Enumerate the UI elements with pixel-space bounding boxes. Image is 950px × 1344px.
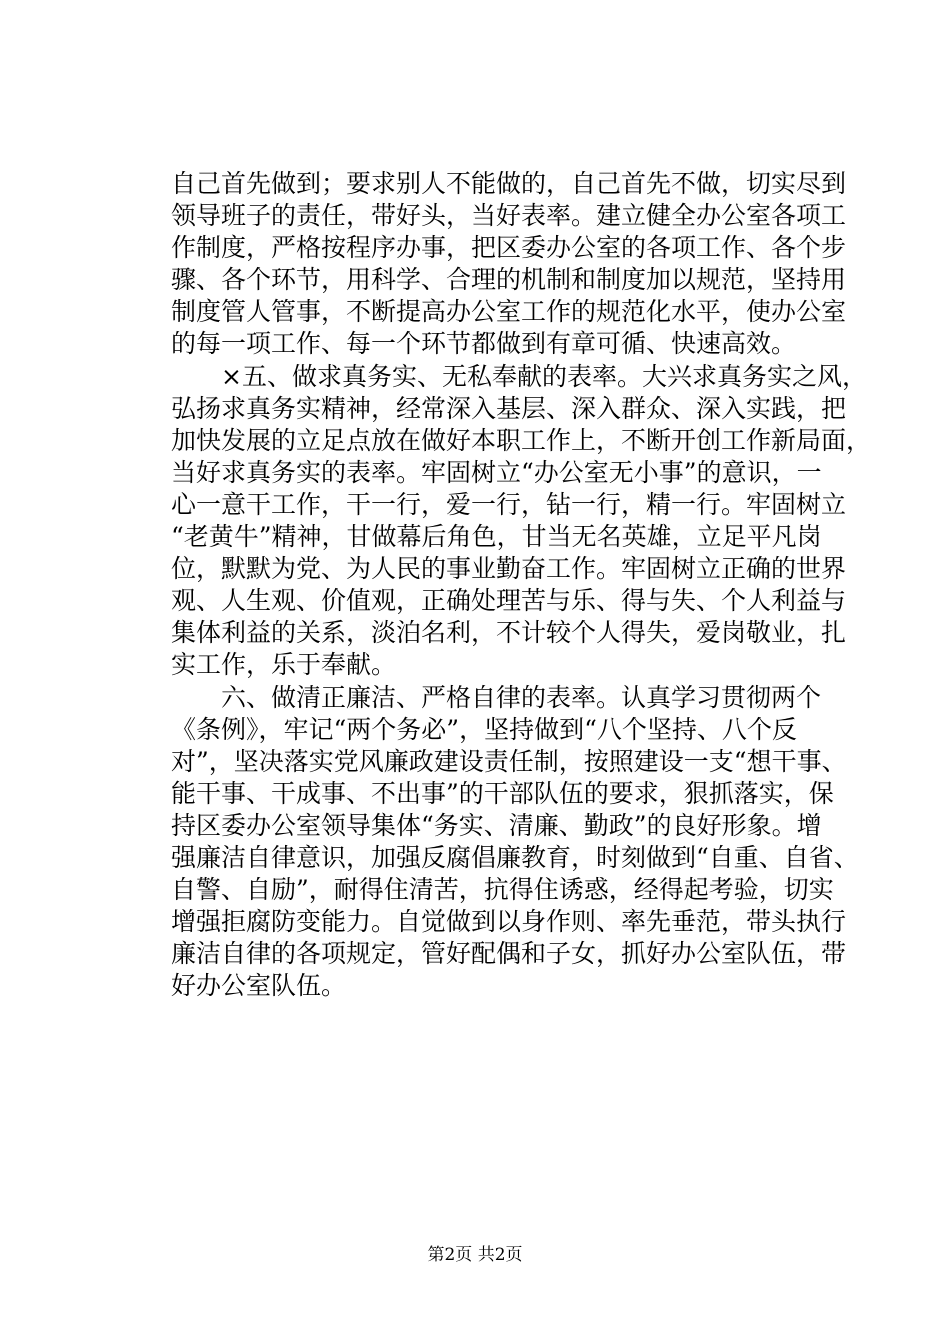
body-text [171, 168, 872, 1002]
text-line: ×五、做求真务实、无私奉献的表率。大兴求真务实之风， [171, 361, 867, 391]
text-line: 对”，坚决落实党风廉政建设责任制，按照建设一支“想干事、 [171, 746, 847, 776]
text-line: 作制度，严格按程序办事，把区委办公室的各项工作、各个步 [171, 233, 847, 263]
text-line: 自己首先做到；要求别人不能做的，自己首先不做，切实尽到 [171, 169, 847, 198]
text-line: 持区委办公室领导集体“务实、清廉、勤政”的良好形象。增 [171, 810, 822, 840]
text-line: 当好求真务实的表率。牢固树立“办公室无小事”的意识，一 [171, 457, 822, 487]
text-line: 心一意干工作，干一行，爱一行，钻一行，精一行。牢固树立 [171, 489, 847, 519]
text-line: 观、人生观、价值观，正确处理苦与乐、得与失、个人利益与 [171, 586, 847, 616]
text-line: 好办公室队伍。 [171, 971, 347, 1001]
text-line: 集体利益的关系，淡泊名利，不计较个人得失，爱岗敬业，扎 [171, 618, 847, 648]
text-line: 增强拒腐防变能力。自觉做到以身作则、率先垂范，带头执行 [171, 907, 847, 937]
text-line: “老黄牛”精神，甘做幕后角色，甘当无名英雄，立足平凡岗 [171, 522, 822, 552]
text-line: 弘扬求真务实精神，经常深入基层、深入群众、深入实践，把 [171, 393, 847, 423]
text-line: 自警、自励”，耐得住清苦，抗得住诱惑，经得起考验，切实 [171, 875, 834, 905]
text-line: 实工作，乐于奉献。 [171, 650, 397, 680]
text-line: 加快发展的立足点放在做好本职工作上，不断开创工作新局面， [171, 425, 872, 455]
text-line: 的每一项工作、每一个环节都做到有章可循、快速高效。 [171, 329, 797, 359]
text-line: 强廉洁自律意识，加强反腐倡廉教育，时刻做到“自重、自省、 [171, 842, 859, 872]
text-line: 骤、各个环节，用科学、合理的机制和制度加以规范，坚持用 [171, 265, 847, 295]
text-line: 能干事、干成事、不出事”的干部队伍的要求，狠抓落实，保 [171, 778, 834, 808]
text-line: 《条例》，牢记“两个务必”，坚持做到“八个坚持、八个反 [171, 714, 797, 744]
page-number-footer: 第2页 共2页 [427, 1245, 523, 1265]
text-line: 廉洁自律的各项规定，管好配偶和子女，抓好办公室队伍，带 [171, 939, 847, 969]
text-line: 位，默默为党、为人民的事业勤奋工作。牢固树立正确的世界 [171, 554, 847, 584]
text-line: 领导班子的责任，带好头，当好表率。建立健全办公室各项工 [171, 201, 847, 231]
text-line: 六、做清正廉洁、严格自律的表率。认真学习贯彻两个 [171, 682, 822, 712]
text-line: 制度管人管事，不断提高办公室工作的规范化水平，使办公室 [171, 297, 847, 327]
